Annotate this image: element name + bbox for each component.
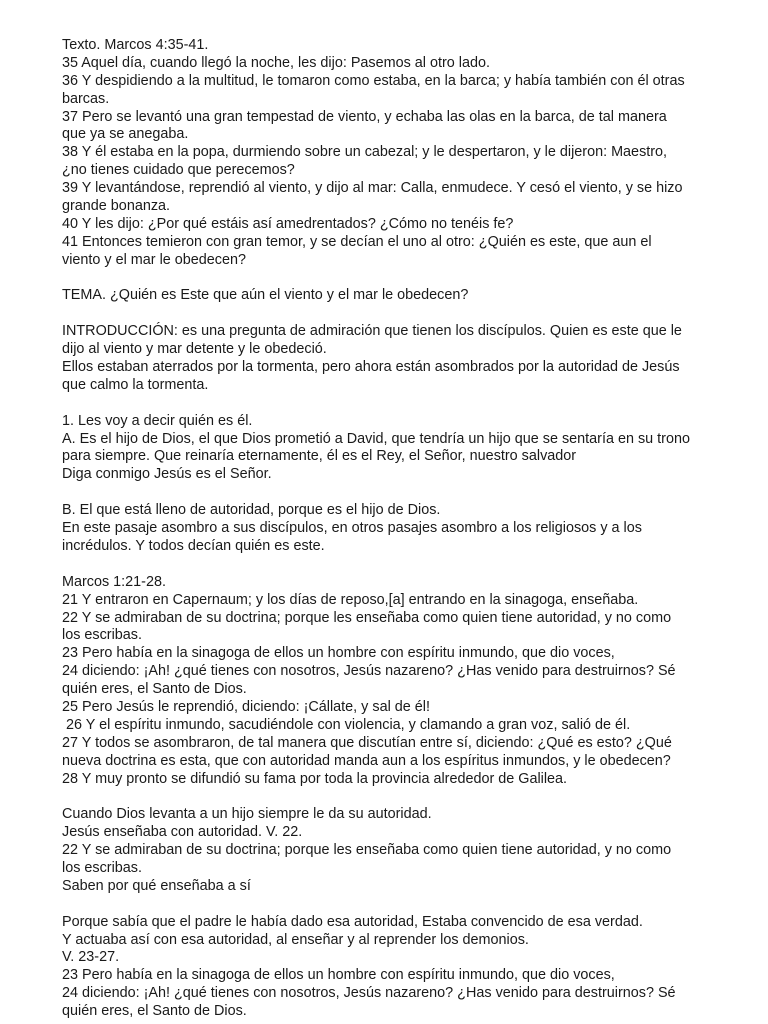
text-line: Saben por qué enseñaba a sí <box>62 877 251 894</box>
text-line: 25 Pero Jesús le reprendió, diciendo: ¡Cállate, y sal de él! <box>62 698 430 715</box>
text-line: 36 Y despidiendo a la multitud, le tomaron como estaba, en la barca; y había también con él otras <box>62 72 685 89</box>
text-line: nueva doctrina es esta, que con autoridad manda aun a los espíritus inmundos, y le obedecen? <box>62 752 671 769</box>
text-line: quién eres, el Santo de Dios. <box>62 1003 247 1020</box>
text-line: 21 Y entraron en Capernaum; y los días de reposo,[a] entrando en la sinagoga, enseñaba. <box>62 591 639 608</box>
text-line: los escribas. <box>62 859 142 876</box>
blank-line <box>62 788 732 806</box>
blank-line <box>62 270 732 288</box>
document-page <box>62 37 732 1021</box>
text-line: barcas. <box>62 90 110 107</box>
text-line: Texto. Marcos 4:35-41. <box>62 37 209 53</box>
text-line: 39 Y levantándose, reprendió al viento, y dijo al mar: Calla, enmudece. Y cesó el viento, y se hizo <box>62 180 683 197</box>
text-line: incrédulos. Y todos decían quién es este. <box>62 537 325 554</box>
text-line: 24 diciendo: ¡Ah! ¿qué tienes con nosotros, Jesús nazareno? ¿Has venido para destruirnos? Sé <box>62 985 676 1002</box>
text-line: V. 23-27. <box>62 949 120 966</box>
text-line: B. El que está lleno de autoridad, porque es el hijo de Dios. <box>62 502 441 519</box>
text-line: Y actuaba así con esa autoridad, al enseñar y al reprender los demonios. <box>62 931 529 948</box>
text-line: 28 Y muy pronto se difundió su fama por toda la provincia alrededor de Galilea. <box>62 770 568 787</box>
text-line: En este pasaje asombro a sus discípulos, en otros pasajes asombro a los religiosos y a los <box>62 520 642 537</box>
blank-line <box>62 556 732 574</box>
text-line: 24 diciendo: ¡Ah! ¿qué tienes con nosotros, Jesús nazareno? ¿Has venido para destruirnos? Sé <box>62 663 676 680</box>
blank-line <box>62 484 732 502</box>
text-line: A. Es el hijo de Dios, el que Dios prometió a David, que tendría un hijo que se sentaría en su trono <box>62 430 690 447</box>
text-line: 35 Aquel día, cuando llegó la noche, les dijo: Pasemos al otro lado. <box>62 54 491 71</box>
text-line: 41 Entonces temieron con gran temor, y se decían el uno al otro: ¿Quién es este, que aun el <box>62 233 652 250</box>
blank-line <box>62 896 732 914</box>
text-line: 27 Y todos se asombraron, de tal manera que discutían entre sí, diciendo: ¿Qué es esto? ¿Qué <box>62 734 672 751</box>
text-line: Jesús enseñaba con autoridad. V. 22. <box>62 824 303 841</box>
text-line: que ya se anegaba. <box>62 126 189 143</box>
text-line: Marcos 1:21-28. <box>62 573 166 590</box>
text-line: INTRODUCCIÓN: es una pregunta de admiración que tienen los discípulos. Quien es este que le <box>62 323 682 340</box>
text-line: 23 Pero había en la sinagoga de ellos un hombre con espíritu inmundo, que dio voces, <box>62 967 615 984</box>
text-line: 1. Les voy a decir quién es él. <box>62 412 253 429</box>
text-line: 23 Pero había en la sinagoga de ellos un hombre con espíritu inmundo, que dio voces, <box>62 645 615 662</box>
text-line: 22 Y se admiraban de su doctrina; porque les enseñaba como quien tiene autoridad, y no como <box>62 609 672 626</box>
text-line: Porque sabía que el padre le había dado esa autoridad, Estaba convencido de esa verdad. <box>62 913 643 930</box>
text-line: 37 Pero se levantó una gran tempestad de viento, y echaba las olas en la barca, de tal manera <box>62 108 667 125</box>
text-line: 22 Y se admiraban de su doctrina; porque les enseñaba como quien tiene autoridad, y no como <box>62 842 672 859</box>
text-line: 38 Y él estaba en la popa, durmiendo sobre un cabezal; y le despertaron, y le dijeron: Maestro, <box>62 144 668 161</box>
text-line: los escribas. <box>62 627 142 644</box>
text-line: para siempre. Que reinaría eternamente, él es el Rey, el Señor, nuestro salvador <box>62 448 577 465</box>
text-line: ¿no tienes cuidado que perecemos? <box>62 162 295 179</box>
text-line: viento y el mar le obedecen? <box>62 251 246 268</box>
text-line: dijo al viento y mar detente y le obedeció. <box>62 341 327 358</box>
text-line: 40 Y les dijo: ¿Por qué estáis así amedrentados? ¿Cómo no tenéis fe? <box>62 215 514 232</box>
text-line: 26 Y el espíritu inmundo, sacudiéndole con violencia, y clamando a gran voz, salió de él. <box>62 716 631 733</box>
text-line: Cuando Dios levanta a un hijo siempre le da su autoridad. <box>62 806 432 823</box>
text-line: TEMA. ¿Quién es Este que aún el viento y el mar le obedecen? <box>62 287 469 304</box>
blank-line <box>62 305 732 323</box>
text-line: grande bonanza. <box>62 198 171 215</box>
blank-line <box>62 395 732 413</box>
text-line: quién eres, el Santo de Dios. <box>62 681 247 698</box>
text-line: que calmo la tormenta. <box>62 376 209 393</box>
text-line: Ellos estaban aterrados por la tormenta, pero ahora están asombrados por la autoridad de Jesús <box>62 359 680 376</box>
text-line: Diga conmigo Jesús es el Señor. <box>62 466 272 483</box>
